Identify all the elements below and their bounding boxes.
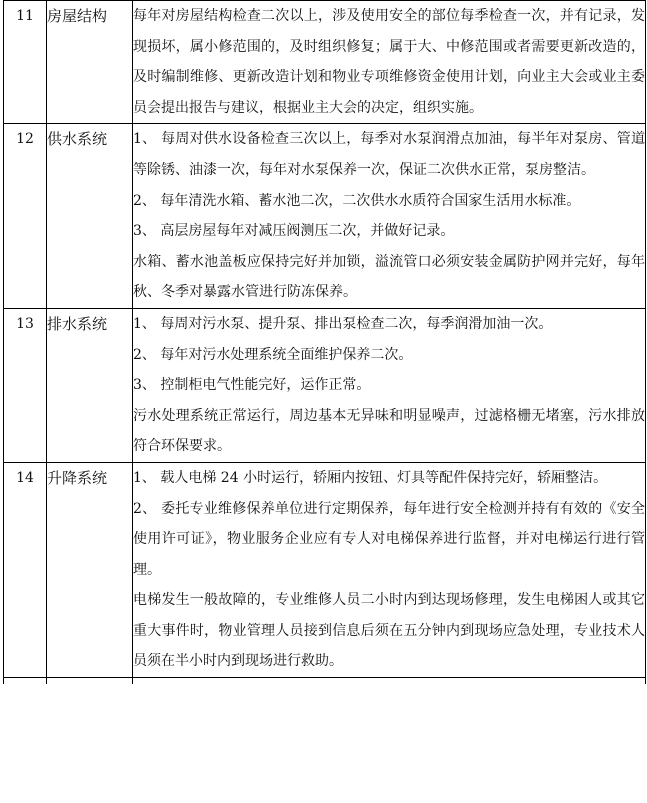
item-description [133, 1, 646, 124]
item-name: 升降系统 [47, 462, 133, 677]
maintenance-standards-table [3, 0, 646, 684]
item-name: 排水系统 [47, 308, 133, 462]
empty-cell [47, 678, 133, 685]
description-paragraph: 2、 每年清洗水箱、蓄水池二次，二次供水水质符合国家生活用水标准。 [133, 192, 581, 209]
table-row [4, 308, 646, 462]
description-paragraph: 污水处理系统正常运行，周边基本无异味和明显噪声，过滤格栅无堵塞，污水排放符合环保要求。 [133, 407, 645, 455]
description-paragraph: 电梯发生一般故障的，专业维修人员二小时内到达现场修理，发生电梯困人或其它重大事件时，物业管理人员接到信息后须在五分钟内到现场应急处理，专业技术人员须在半小时内到现场进行救助。 [133, 592, 645, 670]
description-paragraph: 水箱、蓄水池盖板应保持完好并加锁，溢流管口必须安装金属防护网并完好，每年秋、冬季对暴露水管进行防冻保养。 [133, 253, 645, 301]
description-paragraph: 1、 每周对污水泵、提升泵、排出泵检查二次，每季润滑加油一次。 [133, 315, 553, 332]
item-name: 供水系统 [47, 124, 133, 309]
row-number: 14 [4, 462, 47, 677]
table-row-continuation [4, 678, 646, 685]
description-paragraph: 2、 每年对污水处理系统全面维护保养二次。 [133, 346, 413, 363]
empty-cell [4, 678, 47, 685]
item-description [133, 124, 646, 309]
table-row [4, 124, 646, 309]
empty-cell [133, 678, 646, 685]
description-paragraph: 每年对房屋结构检查二次以上，涉及使用安全的部位每季检查一次，并有记录，发现损坏，属小修范围的，及时组织修复；属于大、中修范围或者需要更新改造的，及时编制维修、更新改造计划和物业专项维修资金使用计划，向业主大会或业主委员会提出报告与建议，根据业主大会的决定，组织实施。 [133, 8, 645, 116]
item-description [133, 308, 646, 462]
description-paragraph: 3、 高层房屋每年对减压阀测压二次，并做好记录。 [133, 223, 455, 240]
item-description [133, 462, 646, 677]
row-number: 12 [4, 124, 47, 309]
description-paragraph: 2、 委托专业维修保养单位进行定期保养，每年进行安全检测并持有有效的《安全使用许可证》，物业服务企业应有专人对电梯保养进行监督，并对电梯运行进行管理。 [133, 500, 645, 578]
row-number: 13 [4, 308, 47, 462]
table-row [4, 462, 646, 677]
row-number: 11 [4, 1, 47, 124]
description-paragraph: 1、 载人电梯 24 小时运行，轿厢内按钮、灯具等配件保持完好，轿厢整洁。 [133, 469, 608, 486]
description-paragraph: 3、 控制柜电气性能完好，运作正常。 [133, 377, 371, 394]
table-row [4, 1, 646, 124]
description-paragraph: 1、 每周对供水设备检查三次以上，每季对水泵润滑点加油，每半年对泵房、管道等除锈、油漆一次，每年对水泵保养一次，保证二次供水正常，泵房整洁。 [133, 131, 645, 178]
item-name: 房屋结构 [47, 1, 133, 124]
